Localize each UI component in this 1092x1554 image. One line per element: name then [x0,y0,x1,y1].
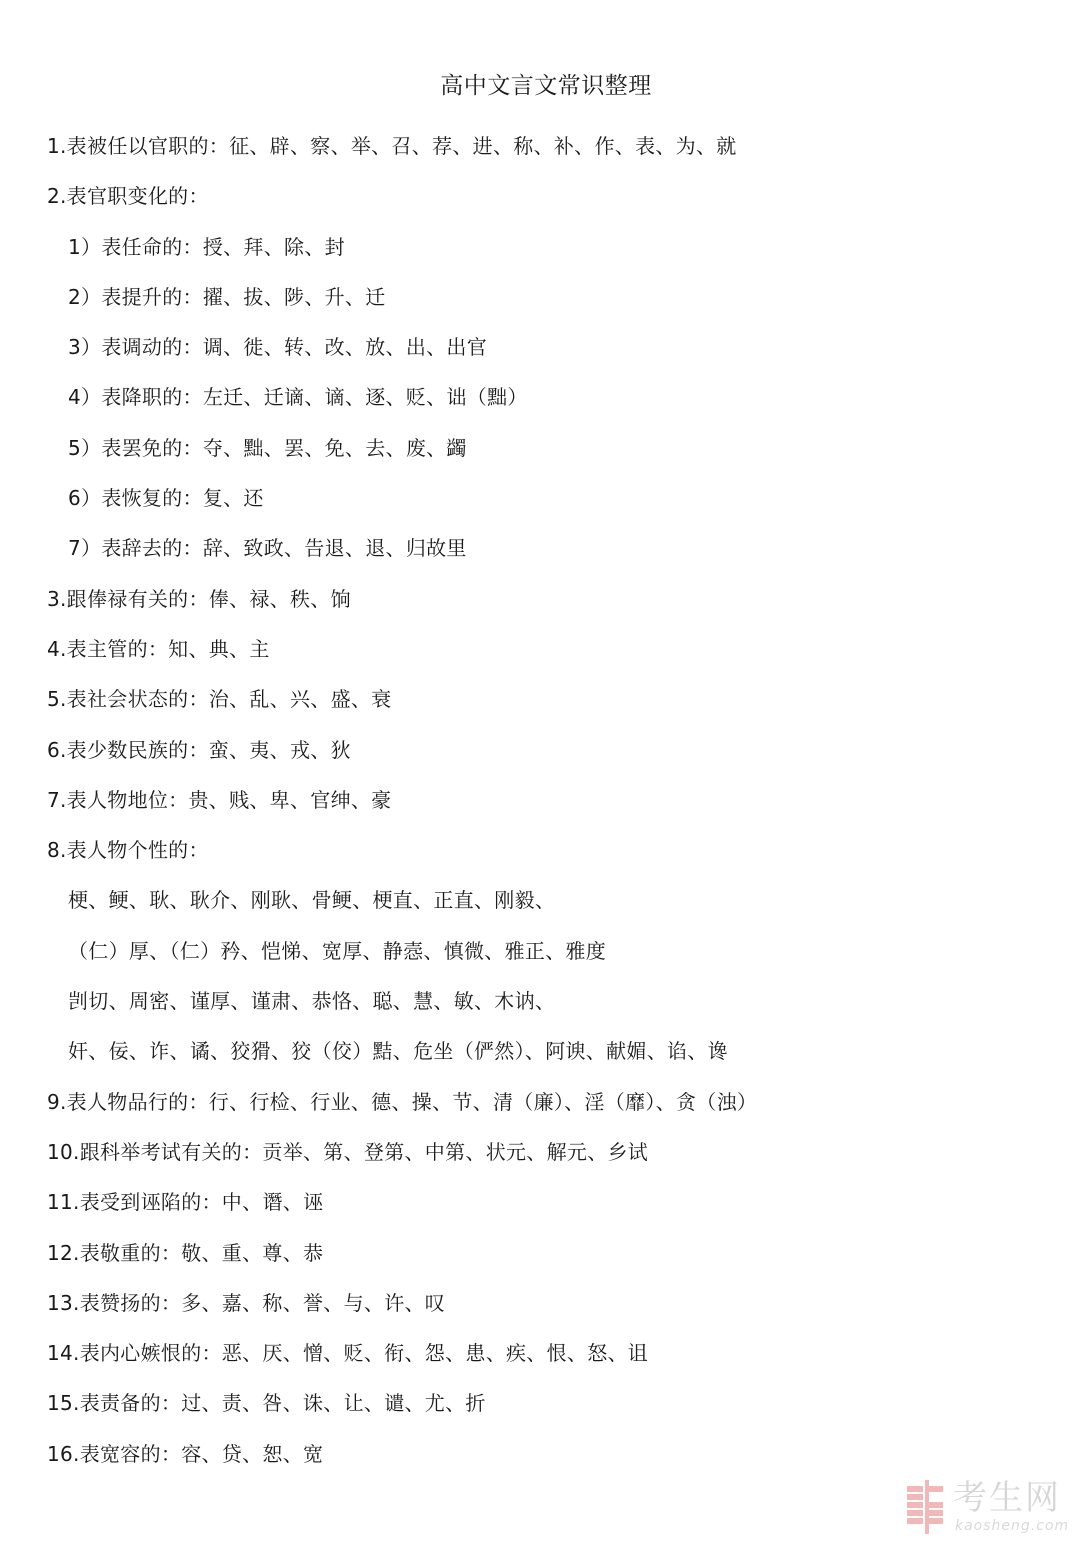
watermark [905,1478,1070,1540]
line-item: 1.表被任以官职的：征、辟、察、举、召、荐、进、称、补、作、表、为、就 [47,134,737,158]
sub-item: 1）表任命的：授、拜、除、封 [68,234,345,259]
continuation-line: 剀切、周密、谨厚、谨肃、恭恪、聪、慧、敏、木讷、 [68,989,556,1014]
line-item: 15.表责备的：过、责、咎、诛、让、谴、尤、折 [47,1391,486,1416]
content-list [0,128,1092,1486]
continuation-line: 梗、鲠、耿、耿介、刚耿、骨鲠、梗直、正直、刚毅、 [68,888,556,913]
sub-item: 5）表罢免的：夺、黜、罢、免、去、废、蠲 [68,435,467,460]
line-item: 5.表社会状态的：治、乱、兴、盛、衰 [47,687,392,712]
line-item: 3.跟俸禄有关的：俸、禄、秩、饷 [47,586,351,611]
line-item: 13.表赞扬的：多、嘉、称、誉、与、许、叹 [47,1290,446,1315]
line-item: 6.表少数民族的：蛮、夷、戎、狄 [47,737,351,762]
line-item: 7.表人物地位：贵、贱、卑、官绅、豪 [47,787,392,812]
sub-item: 2）表提升的：擢、拔、陟、升、迁 [68,284,386,309]
sub-item: 6）表恢复的：复、还 [68,486,264,511]
kaosheng-logo-icon [905,1480,947,1534]
watermark-domain: kaosheng.com [955,1518,1070,1534]
line-item: 10.跟科举考试有关的：贡举、第、登第、中第、状元、解元、乡试 [47,1139,649,1164]
line-item: 2.表官职变化的： [47,184,209,209]
line-item: 12.表敬重的：敬、重、尊、恭 [47,1240,324,1265]
line-item: 11.表受到诬陷的：中、谮、诬 [47,1190,324,1215]
line-item: 8.表人物个性的： [47,838,209,863]
page-title: 高中文言文常识整理 [440,73,652,99]
sub-item: 4）表降职的：左迁、迁谪、谪、逐、贬、诎（黜） [68,385,528,410]
line-item: 9.表人物品行的：行、行检、行业、德、操、节、清（廉）、淫（靡）、贪（浊） [47,1089,758,1114]
line-item: 14.表内心嫉恨的：恶、厌、憎、贬、衔、怨、患、疾、恨、怒、诅 [47,1341,649,1366]
watermark-name: 考生网 [953,1478,1061,1518]
line-item: 16.表宽容的：容、贷、恕、宽 [47,1441,324,1466]
line-item: 4.表主管的：知、典、主 [47,636,270,661]
sub-item: 3）表调动的：调、徙、转、改、放、出、出官 [68,335,488,360]
continuation-line: （仁）厚、（仁）矜、恺悌、宽厚、静悫、慎微、雅正、雅度 [68,938,607,963]
sub-item: 7）表辞去的：辞、致政、告退、退、归故里 [68,536,467,561]
continuation-line: 奸、佞、诈、谲、狡猾、狡（佼）黠、危坐（俨然）、阿谀、献媚、谄、谗 [68,1039,728,1064]
